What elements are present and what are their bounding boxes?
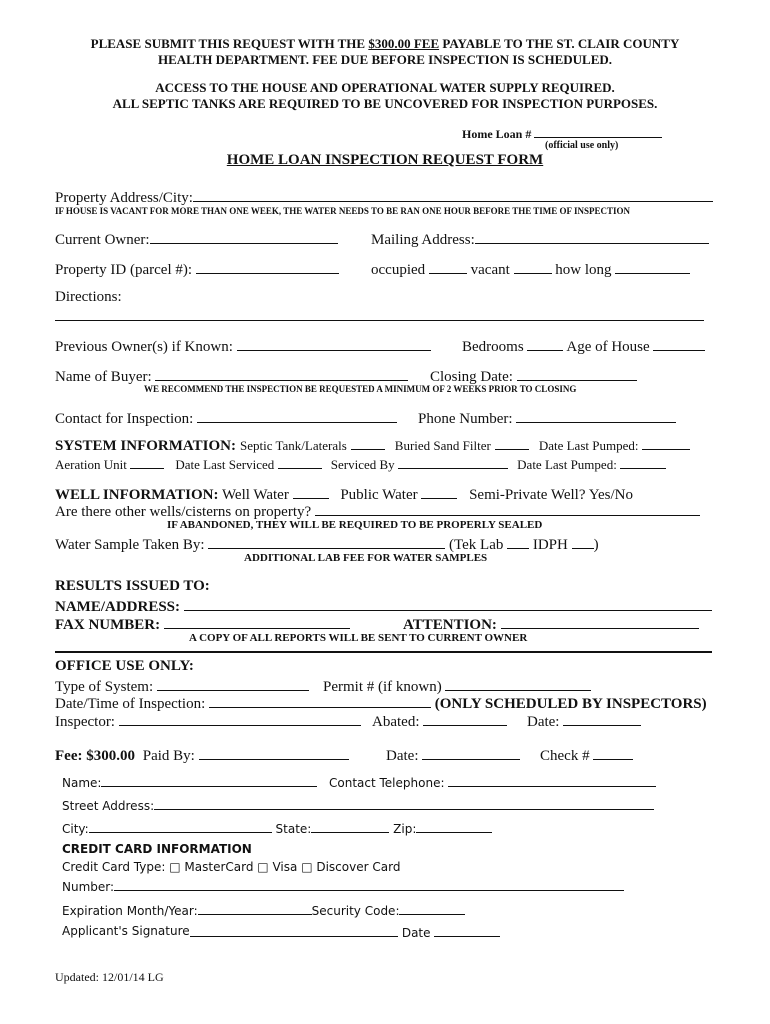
expiration-input[interactable] [198,902,312,915]
expiration-field [62,902,465,918]
attention-field [403,614,699,634]
contact-label: Contact for Inspection: [55,411,194,427]
occupied-input[interactable] [429,259,467,274]
contact-phone-field [329,774,656,790]
paid-by-input[interactable] [199,745,349,760]
attention-label: ATTENTION: [403,617,497,633]
fee-label: Fee: $300.00 [55,748,135,764]
contact-phone-label: Contact Telephone: [329,776,445,790]
header-line-2: HEALTH DEPARTMENT. FEE DUE BEFORE INSPECTION IS SCHEDULED. [157,52,613,67]
vacant-note: IF HOUSE IS VACANT FOR MORE THAN ONE WEEK, THE WATER NEEDS TO BE RAN ONE HOUR BEFORE THE TIME OF INSPECTION [55,206,630,216]
property-id-input[interactable] [196,259,339,274]
public-water-input[interactable] [421,484,457,499]
payment-date-input[interactable] [422,745,520,760]
closing-input[interactable] [517,366,637,381]
previous-owner-input[interactable] [237,336,431,351]
fee-row [55,745,349,765]
current-owner-label: Current Owner: [55,232,150,248]
other-wells-label: Are there other wells/cisterns on property? [55,504,312,520]
vacant-label: vacant [470,262,510,278]
date-serviced-input[interactable] [278,456,322,469]
aeration-label: Aeration Unit [55,457,127,472]
buyer-field [55,366,408,386]
signature-label: Applicant's Signature [62,924,190,938]
system-heading: SYSTEM INFORMATION: [55,438,236,454]
date-pumped-input-2[interactable] [620,456,666,469]
check-input[interactable] [593,745,633,760]
tek-lab-label: (Tek Lab [449,537,504,553]
check-field [540,745,633,765]
current-owner-input[interactable] [150,229,338,244]
home-loan-input[interactable] [534,125,662,138]
zip-label: Zip: [393,822,417,836]
office-date-label: Date: [526,714,560,730]
contact-input[interactable] [197,408,397,423]
type-system-label: Type of System: [55,679,154,695]
state-input[interactable] [311,820,389,833]
previous-owner-label: Previous Owner(s) if Known: [55,339,233,355]
fax-field [55,614,350,634]
city-input[interactable] [89,820,272,833]
security-label: Security Code: [311,904,400,918]
septic-input[interactable] [351,437,385,450]
fax-label: FAX NUMBER: [55,617,161,633]
datetime-field [55,693,707,713]
security-input[interactable] [399,902,465,915]
visa-label: Visa [272,860,298,874]
city-label: City: [62,822,89,836]
cc-type-label: Credit Card Type: [62,860,166,874]
cc-type-row [62,860,400,874]
system-row-2 [55,456,666,473]
previous-owner-field [55,336,431,356]
fee-amount: $300.00 FEE [368,36,440,51]
well-heading: WELL INFORMATION: [55,487,219,503]
cc-name-input[interactable] [101,774,317,787]
property-address-input[interactable] [193,187,713,202]
idph-input[interactable] [572,534,594,549]
home-loan-label: Home Loan # [462,127,532,141]
inspector-field [55,711,361,731]
occupancy-field [371,259,690,279]
checkbox-mastercard[interactable]: □ [169,860,181,874]
office-date-input[interactable] [563,711,641,726]
directions-input[interactable] [55,320,704,321]
office-heading: OFFICE USE ONLY: [55,658,194,674]
signature-field [62,924,190,938]
bedrooms-input[interactable] [527,336,563,351]
idph-label: IDPH [532,537,568,553]
age-input[interactable] [653,336,705,351]
check-label: Check # [540,748,590,764]
serviced-by-label: Serviced By [330,457,395,472]
abandoned-note: IF ABANDONED, THEY WILL BE REQUIRED TO BE PROPERLY SEALED [167,519,543,531]
street-label: Street Address: [62,799,155,813]
occupied-label: occupied [371,262,426,278]
state-label: State: [275,822,312,836]
inspector-label: Inspector: [55,714,115,730]
cc-heading: CREDIT CARD INFORMATION [62,842,252,856]
home-loan-note: (official use only) [545,140,619,151]
well-water-input[interactable] [293,484,329,499]
how-long-input[interactable] [615,259,690,274]
signature-date-field [190,924,500,940]
copy-note: A COPY OF ALL REPORTS WILL BE SENT TO CURRENT OWNER [189,632,528,644]
sand-filter-label: Buried Sand Filter [394,438,491,453]
buyer-input[interactable] [155,366,408,381]
paid-by-label: Paid By: [142,748,195,764]
header-line-1-post: PAYABLE TO THE ST. CLAIR COUNTY [439,36,680,51]
other-wells-field [55,501,700,521]
buyer-label: Name of Buyer: [55,369,152,385]
abated-field [372,711,641,731]
checkbox-discover[interactable]: □ [301,860,313,874]
closing-label: Closing Date: [430,369,513,385]
name-address-field [55,596,712,616]
date-pumped-label-2: Date Last Pumped: [517,457,617,472]
name-field [62,774,317,790]
property-id-field [55,259,339,279]
abated-label: Abated: [372,714,420,730]
current-owner-field [55,229,338,249]
checkbox-visa[interactable]: □ [257,860,269,874]
mailing-address-label: Mailing Address: [371,232,475,248]
city-state-zip-field [62,820,492,836]
abated-input[interactable] [423,711,507,726]
datetime-input[interactable] [209,693,431,708]
public-water-label: Public Water [340,487,418,503]
other-wells-input[interactable] [315,501,700,516]
contact-phone-input[interactable] [448,774,656,787]
header-line-3: ACCESS TO THE HOUSE AND OPERATIONAL WATER SUPPLY REQUIRED. [155,80,615,95]
lab-fee-note: ADDITIONAL LAB FEE FOR WATER SAMPLES [244,552,488,564]
sig-date-input[interactable] [434,924,500,937]
date-pumped-input[interactable] [642,437,690,450]
header-line-1-pre: PLEASE SUBMIT THIS REQUEST WITH THE [90,36,369,51]
vacant-input[interactable] [514,259,552,274]
discover-label: Discover Card [316,860,401,874]
semi-private-label: Semi-Private Well? Yes/No [469,487,634,503]
water-sample-field [55,534,599,554]
street-input[interactable] [154,797,654,810]
cc-number-input[interactable] [114,878,624,891]
directions-label: Directions: [55,289,122,305]
type-system-input[interactable] [157,676,309,691]
close-paren: ) [593,537,599,553]
zip-input[interactable] [416,820,492,833]
water-sample-input[interactable] [208,534,445,549]
cc-number-label: Number: [62,880,115,894]
header-line-4: ALL SEPTIC TANKS ARE REQUIRED TO BE UNCOVERED FOR INSPECTION PURPOSES. [112,96,658,111]
permit-label: Permit # (if known) [323,679,442,695]
how-long-label: how long [555,262,612,278]
attention-input[interactable] [501,614,699,629]
name-address-input[interactable] [184,596,712,611]
results-heading: RESULTS ISSUED TO: [55,578,210,594]
header-line-1 [0,36,770,52]
sand-filter-input[interactable] [495,437,529,450]
form-title: HOME LOAN INSPECTION REQUEST FORM [226,152,544,168]
property-address-field [55,187,713,207]
updated-footer: Updated: 12/01/14 LG [55,970,164,984]
phone-input[interactable] [516,408,676,423]
date-serviced-label: Date Last Serviced [175,457,275,472]
mastercard-label: MasterCard [184,860,254,874]
property-address-label: Property Address/City: [55,190,193,206]
serviced-by-input[interactable] [398,456,508,469]
section-divider [55,651,712,653]
phone-field [418,408,676,428]
fax-input[interactable] [164,614,350,629]
water-sample-label: Water Sample Taken By: [55,537,205,553]
aeration-input[interactable] [130,456,164,469]
well-water-label: Well Water [221,487,289,503]
mailing-address-field [371,229,709,249]
contact-field [55,408,397,428]
name-address-label: NAME/ADDRESS: [55,599,181,615]
bedrooms-label: Bedrooms [462,339,524,355]
age-label: Age of House [566,339,650,355]
expiration-label: Expiration Month/Year: [62,904,198,918]
cc-number-field [62,878,624,894]
inspector-input[interactable] [119,711,361,726]
payment-date-field [386,745,520,765]
recommend-note: WE RECOMMEND THE INSPECTION BE REQUESTED A MINIMUM OF 2 WEEKS PRIOR TO CLOSING [144,384,577,394]
bedrooms-age-field [462,336,705,356]
closing-date-field [430,366,637,386]
street-field [62,797,654,813]
datetime-label: Date/Time of Inspection: [55,696,206,712]
cc-name-label: Name: [62,776,102,790]
phone-label: Phone Number: [418,411,513,427]
signature-input[interactable] [190,924,398,937]
system-row-1 [55,437,690,455]
tek-lab-input[interactable] [507,534,529,549]
date-pumped-label: Date Last Pumped: [538,438,639,453]
payment-date-label: Date: [386,748,419,764]
permit-input[interactable] [445,676,591,691]
septic-label: Septic Tank/Laterals [239,438,347,453]
property-id-label: Property ID (parcel #): [55,262,193,278]
sig-date-label: Date [401,926,431,940]
scheduled-note: (ONLY SCHEDULED BY INSPECTORS) [434,696,707,712]
mailing-address-input[interactable] [475,229,709,244]
